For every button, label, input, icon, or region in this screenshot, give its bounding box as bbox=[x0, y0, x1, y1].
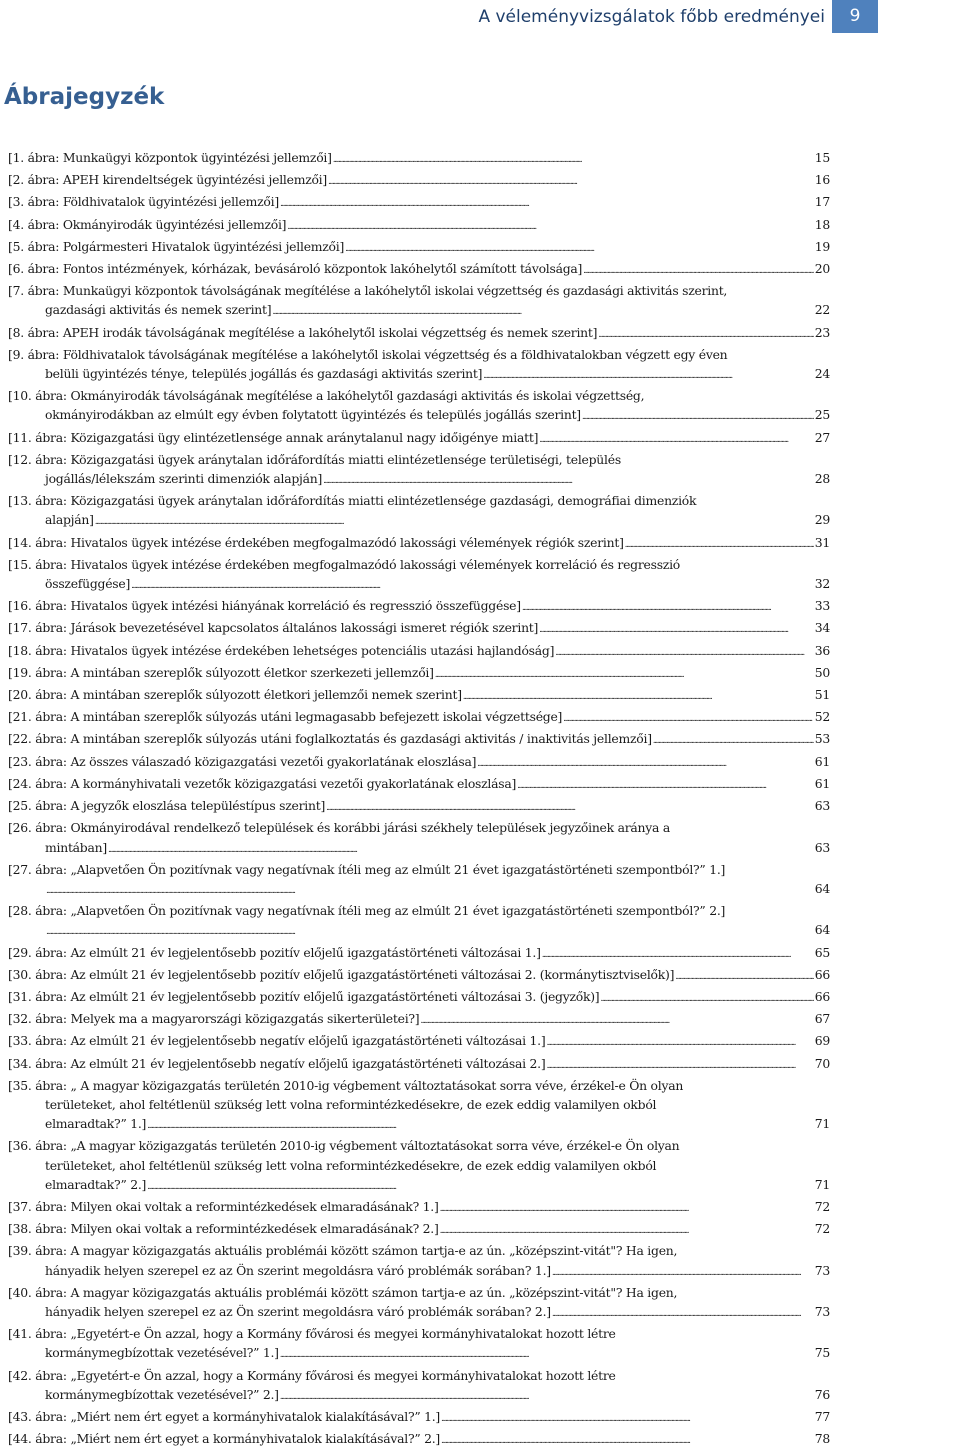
list-of-figures bbox=[8, 148, 830, 1451]
toc-entry[interactable] bbox=[8, 192, 830, 214]
toc-page-number[interactable]: 15 bbox=[814, 150, 830, 165]
toc-entry[interactable] bbox=[8, 1054, 830, 1076]
toc-entry[interactable] bbox=[8, 1031, 830, 1053]
toc-entry-text: [28. ábra: „Alapvetően Ön pozitívnak vagy negatívnak ítéli meg az elmúlt 21 évet igazgatástörténeti szempontból?” 2.] bbox=[8, 903, 726, 919]
dot-leader bbox=[108, 838, 814, 860]
toc-entry[interactable] bbox=[8, 533, 830, 555]
toc-entry[interactable] bbox=[8, 428, 830, 450]
toc-page-number[interactable]: 33 bbox=[814, 598, 830, 614]
toc-page-number[interactable]: 76 bbox=[814, 1386, 830, 1402]
toc-page-number[interactable]: 61 bbox=[814, 753, 830, 769]
toc-entry-text: [41. ábra: „Egyetért-e Ön azzal, hogy a Kormány fővárosi és megyei kormányhivatalokat hozott létre bbox=[8, 1326, 616, 1342]
toc-entry[interactable] bbox=[8, 1197, 830, 1219]
toc-entry-text: [9. ábra: Földhivatalok távolságának megítélése a lakóhelytől iskolai végzettség és a földhivatalokban végzett egy éven bbox=[8, 346, 728, 362]
toc-entry-text: [12. ábra: Közigazgatási ügyek aránytalan időráfordítás miatti elintézetlensége területiségi, település bbox=[8, 451, 621, 467]
toc-entry-text: belüli ügyintézés ténye, település jogállás és gazdasági aktivitás szerint] bbox=[45, 366, 483, 382]
toc-page-number[interactable]: 69 bbox=[814, 1033, 830, 1049]
dot-leader bbox=[583, 259, 814, 281]
toc-entry[interactable] bbox=[8, 1429, 830, 1451]
toc-entry[interactable] bbox=[8, 1324, 830, 1365]
toc-entry[interactable] bbox=[8, 237, 830, 259]
toc-entry[interactable] bbox=[8, 641, 830, 663]
toc-entry[interactable] bbox=[8, 323, 830, 345]
toc-entry[interactable] bbox=[8, 965, 830, 987]
dot-leader bbox=[333, 148, 814, 170]
toc-page-number[interactable]: 73 bbox=[814, 1262, 830, 1278]
toc-entry-text: [26. ábra: Okmányirodával rendelkező települések és korábbi járási székhely települések jegyzőinek aránya a bbox=[8, 820, 670, 836]
toc-entry-text: [15. ábra: Hivatalos ügyek intézése érdekében megfogalmazódó lakossági vélemények korreláció és regresszió bbox=[8, 556, 681, 572]
toc-entry[interactable] bbox=[8, 596, 830, 618]
toc-page-number[interactable]: 65 bbox=[814, 944, 830, 960]
toc-page-number[interactable]: 51 bbox=[814, 687, 830, 703]
toc-entry[interactable] bbox=[8, 729, 830, 751]
toc-page-number[interactable]: 23 bbox=[814, 324, 830, 340]
toc-entry-text: jogállás/lélekszám szerinti dimenziók alapján] bbox=[45, 471, 323, 487]
toc-entry-text: hányadik helyen szerepel ez az Ön szerint megoldásra váró problémák sorában? 2.] bbox=[45, 1303, 551, 1319]
toc-page-number[interactable]: 31 bbox=[814, 534, 830, 550]
dot-leader bbox=[440, 1197, 814, 1219]
toc-entry[interactable] bbox=[8, 774, 830, 796]
toc-entry-text: [5. ábra: Polgármesteri Hivatalok ügyintézési jellemzői] bbox=[8, 238, 345, 254]
toc-page-number[interactable]: 32 bbox=[814, 576, 830, 592]
toc-page-number[interactable]: 63 bbox=[814, 798, 830, 814]
toc-entry-text: hányadik helyen szerepel ez az Ön szerint megoldásra váró problémák sorában? 1.] bbox=[45, 1262, 551, 1278]
dot-leader bbox=[477, 752, 814, 774]
toc-page-number[interactable]: 77 bbox=[814, 1408, 830, 1424]
toc-entry-text: [29. ábra: Az elmúlt 21 év legjelentősebb pozitív előjelű igazgatástörténeti változásai 1.] bbox=[8, 944, 541, 960]
toc-entry-text: [33. ábra: Az elmúlt 21 év legjelentősebb negatív előjelű igazgatástörténeti változásai 1.] bbox=[8, 1033, 546, 1049]
toc-entry[interactable] bbox=[8, 148, 830, 170]
dot-leader bbox=[46, 920, 814, 942]
dot-leader bbox=[280, 1343, 814, 1365]
toc-entry[interactable] bbox=[8, 450, 830, 491]
toc-page-number[interactable]: 20 bbox=[814, 261, 830, 277]
dot-leader bbox=[563, 707, 814, 729]
toc-entry-text: [22. ábra: A mintában szereplők súlyozás utáni foglalkoztatás és gazdasági aktivitás / inaktivitás jellemzői] bbox=[8, 731, 652, 747]
toc-entry-text: [36. ábra: „A magyar közigazgatás területén 2010-ig végbement változtatásokat sorra véve, érzékel-e Ön olyan bbox=[8, 1138, 680, 1154]
toc-entry[interactable] bbox=[8, 170, 830, 192]
dot-leader bbox=[345, 237, 814, 259]
toc-entry[interactable] bbox=[8, 685, 830, 707]
dot-leader bbox=[435, 663, 814, 685]
toc-entry-text: [4. ábra: Okmányirodák ügyintézési jellemzői] bbox=[8, 216, 287, 232]
toc-entry-text: [10. ábra: Okmányirodák távolságának megítélése a lakóhelytől gazdasági aktivitás és iskolai végzettség, bbox=[8, 388, 645, 404]
toc-entry[interactable] bbox=[8, 618, 830, 640]
dot-leader bbox=[552, 1261, 814, 1283]
toc-entry-text: [43. ábra: „Miért nem ért egyet a kormányhivatalok kialakításával?” 1.] bbox=[8, 1408, 441, 1424]
toc-entry-text: területeket, ahol feltétlenül szükség lett volna reformintézkedésekre, de ezek eddig valamilyen okból bbox=[45, 1096, 657, 1112]
toc-entry[interactable] bbox=[8, 1076, 830, 1137]
toc-entry-text: [7. ábra: Munkaügyi központok távolságának megítélése a lakóhelytől iskolai végzettség és gazdasági aktivitás szerint, bbox=[8, 283, 728, 299]
dot-leader bbox=[522, 596, 814, 618]
toc-entry[interactable] bbox=[8, 386, 830, 427]
toc-entry[interactable] bbox=[8, 987, 830, 1009]
dot-leader bbox=[95, 510, 814, 532]
toc-entry[interactable] bbox=[8, 281, 830, 322]
toc-entry-text: [6. ábra: Fontos intézmények, kórházak, bevásároló központok lakóhelytől számított távolsága] bbox=[8, 261, 583, 277]
dot-leader bbox=[326, 796, 814, 818]
toc-entry-text: [17. ábra: Járások bevezetésével kapcsolatos általános lakossági ismeret régiók szerint] bbox=[8, 620, 539, 636]
toc-entry-text: területeket, ahol feltétlenül szükség lett volna reformintézkedésekre, de ezek eddig valamilyen okból bbox=[45, 1157, 657, 1173]
toc-page-number[interactable]: 72 bbox=[814, 1198, 830, 1214]
toc-page-number[interactable]: 72 bbox=[814, 1221, 830, 1237]
toc-page-number[interactable]: 67 bbox=[814, 1011, 830, 1027]
toc-page-number[interactable]: 34 bbox=[814, 620, 830, 636]
toc-entry[interactable] bbox=[8, 796, 830, 818]
toc-entry-text: [21. ábra: A mintában szereplők súlyozás utáni legmagasabb befejezett iskolai végzettsége] bbox=[8, 709, 563, 725]
dot-leader bbox=[147, 1114, 814, 1136]
dot-leader bbox=[483, 364, 813, 386]
dot-leader bbox=[517, 774, 814, 796]
toc-page-number[interactable]: 50 bbox=[814, 664, 830, 680]
toc-entry[interactable] bbox=[8, 1009, 830, 1031]
toc-entry[interactable] bbox=[8, 663, 830, 685]
toc-page-number[interactable]: 70 bbox=[814, 1055, 830, 1071]
toc-entry[interactable] bbox=[8, 1283, 830, 1324]
toc-entry-text: [24. ábra: A kormányhivatali vezetők közigazgatási vezetői gyakorlatának eloszlása] bbox=[8, 775, 517, 791]
toc-page-number[interactable]: 17 bbox=[814, 194, 830, 210]
dot-leader bbox=[555, 641, 814, 663]
toc-page-number[interactable]: 36 bbox=[814, 642, 830, 658]
toc-entry[interactable] bbox=[8, 1366, 830, 1407]
toc-entry[interactable] bbox=[8, 259, 830, 281]
toc-entry-text: [20. ábra: A mintában szereplők súlyozott életkori jellemzői nemek szerint] bbox=[8, 687, 462, 703]
page-header bbox=[0, 0, 960, 34]
toc-page-number[interactable]: 66 bbox=[814, 966, 830, 982]
dot-leader bbox=[600, 987, 813, 1009]
toc-page-number[interactable]: 24 bbox=[814, 366, 830, 382]
dot-leader bbox=[463, 685, 814, 707]
toc-page-number[interactable]: 25 bbox=[814, 407, 830, 423]
dot-leader bbox=[272, 300, 813, 322]
toc-entry[interactable] bbox=[8, 215, 830, 237]
toc-entry-text: [35. ábra: „ A magyar közigazgatás területén 2010-ig végbement változtatásokat sorra véve, érzékel-e Ön olyan bbox=[8, 1077, 684, 1093]
toc-entry[interactable] bbox=[8, 818, 830, 859]
toc-entry-text: [23. ábra: Az összes válaszadó közigazgatási vezetői gyakorlatának eloszlása] bbox=[8, 753, 477, 769]
toc-entry[interactable] bbox=[8, 1241, 830, 1282]
toc-page-number[interactable]: 52 bbox=[814, 709, 830, 725]
toc-entry-text: [14. ábra: Hivatalos ügyek intézése érdekében megfogalmazódó lakossági vélemények régiók szerint] bbox=[8, 534, 624, 550]
toc-page-number[interactable]: 71 bbox=[814, 1176, 830, 1192]
toc-entry-text: [25. ábra: A jegyzők eloszlása településtípus szerint] bbox=[8, 798, 326, 814]
dot-leader bbox=[546, 1054, 813, 1076]
toc-entry-text: [38. ábra: Milyen okai voltak a reformintézkedések elmaradásának? 2.] bbox=[8, 1221, 439, 1237]
toc-entry-text: alapján] bbox=[45, 512, 94, 528]
toc-entry-text: összefüggése] bbox=[45, 576, 131, 592]
toc-entry-text: [11. ábra: Közigazgatási ügy elintézetlensége annak aránytalanul nagy időigénye miatt] bbox=[8, 429, 539, 445]
toc-page-number[interactable]: 78 bbox=[814, 1431, 830, 1447]
toc-entry[interactable] bbox=[8, 707, 830, 729]
toc-entry[interactable] bbox=[8, 555, 830, 596]
dot-leader bbox=[328, 170, 814, 192]
dot-leader bbox=[653, 729, 814, 751]
toc-entry-text: kormánymegbízottak vezetésével?” 2.] bbox=[45, 1386, 279, 1402]
toc-entry-text: [44. ábra: „Miért nem ért egyet a kormányhivatalok kialakításával?” 2.] bbox=[8, 1431, 441, 1447]
toc-entry-text: [1. ábra: Munkaügyi központok ügyintézési jellemzői] bbox=[8, 150, 332, 165]
dot-leader bbox=[280, 192, 814, 214]
toc-entry-text: [34. ábra: Az elmúlt 21 év legjelentősebb negatív előjelű igazgatástörténeti változásai 2.] bbox=[8, 1055, 546, 1071]
toc-page-number[interactable]: 73 bbox=[814, 1303, 830, 1319]
dot-leader bbox=[441, 1407, 814, 1429]
toc-entry-text: [2. ábra: APEH kirendeltségek ügyintézési jellemzői] bbox=[8, 172, 327, 188]
toc-entry[interactable] bbox=[8, 860, 830, 901]
toc-page-number[interactable]: 61 bbox=[814, 775, 830, 791]
toc-entry-text: kormánymegbízottak vezetésével?” 1.] bbox=[45, 1345, 279, 1361]
dot-leader bbox=[539, 428, 814, 450]
toc-page-number[interactable]: 64 bbox=[814, 922, 830, 938]
toc-page-number[interactable]: 28 bbox=[814, 471, 830, 487]
dot-leader bbox=[582, 405, 814, 427]
toc-entry[interactable] bbox=[8, 491, 830, 532]
dot-leader bbox=[131, 574, 814, 596]
toc-entry[interactable] bbox=[8, 943, 830, 965]
dot-leader bbox=[147, 1175, 814, 1197]
dot-leader bbox=[675, 965, 814, 987]
dot-leader bbox=[287, 215, 813, 237]
toc-entry[interactable] bbox=[8, 345, 830, 386]
dot-leader bbox=[420, 1009, 813, 1031]
toc-entry-text: [31. ábra: Az elmúlt 21 év legjelentősebb pozitív előjelű igazgatástörténeti változásai 3. (jegyzők)] bbox=[8, 988, 600, 1004]
dot-leader bbox=[440, 1219, 814, 1241]
toc-entry-text: okmányirodákban az elmúlt egy évben folytatott ügyintézés és település jogállás szerint] bbox=[45, 407, 581, 423]
toc-entry-text: elmaradtak?” 2.] bbox=[45, 1176, 147, 1192]
toc-entry-text: [3. ábra: Földhivatalok ügyintézési jellemzői] bbox=[8, 194, 279, 210]
toc-entry-text: [30. ábra: Az elmúlt 21 év legjelentősebb pozitív előjelű igazgatástörténeti változásai 2. (kormánytisztviselők)] bbox=[8, 966, 675, 982]
toc-page-number[interactable]: 71 bbox=[814, 1116, 830, 1132]
toc-entry-text: [16. ábra: Hivatalos ügyek intézési hiányának korreláció és regresszió összefüggése] bbox=[8, 598, 521, 614]
dot-leader bbox=[542, 943, 814, 965]
toc-entry-text: [19. ábra: A mintában szereplők súlyozott életkor szerkezeti jellemzői] bbox=[8, 664, 434, 680]
toc-entry-text: [13. ábra: Közigazgatási ügyek aránytalan időráfordítás miatti elintézetlensége gazdasági, demográfiai dimenziók bbox=[8, 493, 697, 509]
toc-heading: Ábrajegyzék bbox=[4, 84, 165, 110]
toc-entry-text: [39. ábra: A magyar közigazgatás aktuális problémái között számon tartja-e az ún. „középszint-vitát"? Ha igen, bbox=[8, 1243, 678, 1259]
toc-page-number[interactable]: 18 bbox=[814, 216, 830, 232]
running-header-title: A véleményvizsgálatok főbb eredményei bbox=[478, 7, 825, 27]
toc-entry[interactable] bbox=[8, 1407, 830, 1429]
toc-entry-text: [40. ábra: A magyar közigazgatás aktuális problémái között számon tartja-e az ún. „középszint-vitát"? Ha igen, bbox=[8, 1284, 678, 1300]
toc-page-number[interactable]: 22 bbox=[814, 302, 830, 318]
toc-page-number[interactable]: 66 bbox=[814, 988, 830, 1004]
toc-entry[interactable] bbox=[8, 1136, 830, 1197]
toc-entry[interactable] bbox=[8, 1219, 830, 1241]
dot-leader bbox=[280, 1385, 814, 1407]
dot-leader bbox=[625, 533, 814, 555]
dot-leader bbox=[323, 469, 814, 491]
dot-leader bbox=[46, 879, 814, 901]
toc-entry[interactable] bbox=[8, 901, 830, 942]
toc-entry-text: [32. ábra: Melyek ma a magyarországi közigazgatás sikerterületei?] bbox=[8, 1011, 420, 1027]
toc-page-number[interactable]: 16 bbox=[814, 172, 830, 188]
dot-leader bbox=[598, 323, 813, 345]
toc-entry-text: elmaradtak?” 1.] bbox=[45, 1116, 147, 1132]
page-number-badge: 9 bbox=[832, 0, 878, 33]
toc-page-number[interactable]: 53 bbox=[814, 731, 830, 747]
dot-leader bbox=[441, 1429, 814, 1451]
dot-leader bbox=[539, 618, 814, 640]
toc-page-number[interactable]: 19 bbox=[814, 238, 830, 254]
toc-entry-text: [27. ábra: „Alapvetően Ön pozitívnak vagy negatívnak ítéli meg az elmúlt 21 évet igazgatástörténeti szempontból?” 1.] bbox=[8, 861, 726, 877]
toc-page-number[interactable]: 29 bbox=[814, 512, 830, 528]
toc-entry[interactable] bbox=[8, 752, 830, 774]
toc-entry-text: [37. ábra: Milyen okai voltak a reformintézkedések elmaradásának? 1.] bbox=[8, 1198, 439, 1214]
dot-leader bbox=[546, 1031, 813, 1053]
toc-entry-text: mintában] bbox=[45, 839, 107, 855]
toc-page-number[interactable]: 27 bbox=[814, 429, 830, 445]
toc-page-number[interactable]: 63 bbox=[814, 839, 830, 855]
toc-page-number[interactable]: 75 bbox=[814, 1345, 830, 1361]
toc-entry-text: gazdasági aktivitás és nemek szerint] bbox=[45, 302, 272, 318]
toc-entry-text: [18. ábra: Hivatalos ügyek intézése érdekében lehetséges potenciális utazási hajlandóság] bbox=[8, 642, 555, 658]
toc-page-number[interactable]: 64 bbox=[814, 880, 830, 896]
toc-entry-text: [42. ábra: „Egyetért-e Ön azzal, hogy a Kormány fővárosi és megyei kormányhivatalokat hozott létre bbox=[8, 1367, 616, 1383]
toc-entry-text: [8. ábra: APEH irodák távolságának megítélése a lakóhelytől iskolai végzettség és nemek szerint] bbox=[8, 324, 598, 340]
